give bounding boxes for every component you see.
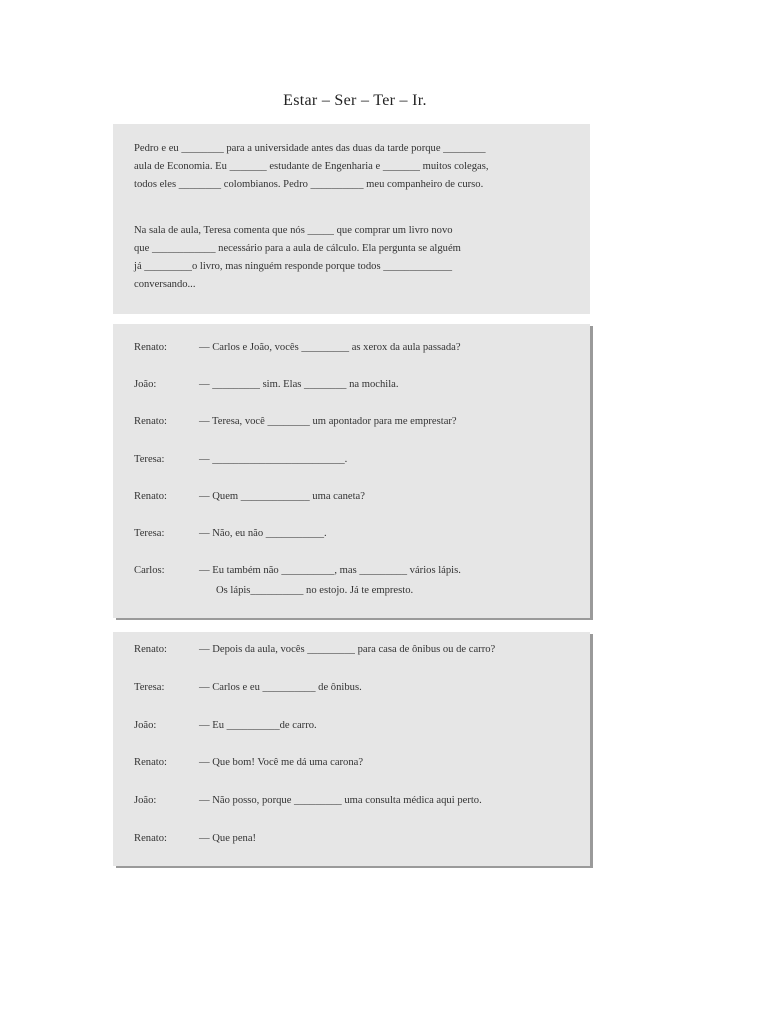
dialog-line: — Que bom! Você me dá uma carona? <box>199 757 364 768</box>
paragraph-2 <box>134 222 568 294</box>
speaker-label: Teresa: <box>134 682 165 693</box>
dialog-line: — Eu também não __________, mas _________ vários lápis. <box>199 565 461 576</box>
dialog-line: — Que pena! <box>199 833 257 844</box>
dialog-line: — Não posso, porque _________ uma consulta médica aqui perto. <box>199 795 482 806</box>
speaker-label: João: <box>134 379 157 390</box>
speaker-label: Teresa: <box>134 528 165 539</box>
dialog-box-2 <box>113 632 590 866</box>
dialog-line: — Quem _____________ uma caneta? <box>199 491 365 502</box>
dialog-line: — Carlos e eu __________ de ônibus. <box>199 682 362 693</box>
speaker-label: Renato: <box>134 644 167 655</box>
paragraph-line: já _________o livro, mas ninguém responde porque todos _____________ <box>134 261 453 272</box>
paragraph-line: conversando... <box>134 279 196 290</box>
speaker-label: João: <box>134 720 157 731</box>
dialog-line: — _________________________. <box>199 454 348 465</box>
narrative-box <box>113 124 590 314</box>
speaker-label: Renato: <box>134 491 167 502</box>
paragraph-line: todos eles ________ colombianos. Pedro __________ meu companheiro de curso. <box>134 179 484 190</box>
dialog-box-1 <box>113 324 590 618</box>
dialog-line: — Eu __________de carro. <box>199 720 317 731</box>
paragraph-line: Pedro e eu ________ para a universidade antes das duas da tarde porque ________ <box>134 143 486 154</box>
speaker-label: João: <box>134 795 157 806</box>
speaker-label: Teresa: <box>134 454 165 465</box>
page-title: Estar – Ser – Ter – Ir. <box>283 92 427 109</box>
dialog-line: — Carlos e João, vocês _________ as xerox da aula passada? <box>199 342 461 353</box>
speaker-label: Renato: <box>134 342 167 353</box>
dialog-line-continuation: Os lápis__________ no estojo. Já te empresto. <box>216 585 414 596</box>
speaker-label: Renato: <box>134 833 167 844</box>
speaker-label: Renato: <box>134 757 167 768</box>
paragraph-1 <box>134 140 568 194</box>
dialog-line: — Não, eu não ___________. <box>199 528 327 539</box>
speaker-label: Renato: <box>134 416 167 427</box>
paragraph-line: Na sala de aula, Teresa comenta que nós _____ que comprar um livro novo <box>134 225 453 236</box>
paragraph-line: que ____________ necessário para a aula de cálculo. Ela pergunta se alguém <box>134 243 461 254</box>
speaker-label: Carlos: <box>134 565 165 576</box>
dialog-line: — _________ sim. Elas ________ na mochila. <box>199 379 399 390</box>
dialog-line: — Depois da aula, vocês _________ para casa de ônibus ou de carro? <box>199 644 496 655</box>
dialog-line: — Teresa, você ________ um apontador para me emprestar? <box>199 416 457 427</box>
paragraph-line: aula de Economia. Eu _______ estudante de Engenharia e _______ muitos colegas, <box>134 161 489 172</box>
